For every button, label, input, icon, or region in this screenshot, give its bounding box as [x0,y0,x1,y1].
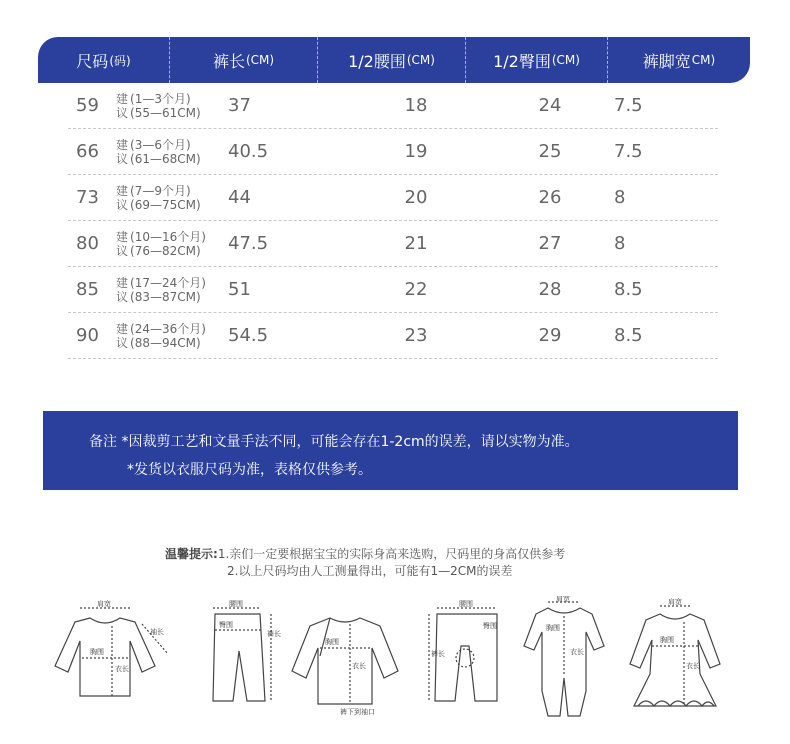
table-row [68,267,718,313]
garment-length-label: 衣长 [115,665,129,673]
height-range: (88—94CM) [130,335,201,350]
chest-label: 胸围 [90,648,104,656]
leg-opening-value: 8 [614,187,626,208]
length-value: 47.5 [228,233,269,254]
leg-opening-value: 8.5 [614,279,643,300]
shoulder-label: 肩宽 [97,600,111,608]
age-range: (10—16个月) [130,229,206,244]
tips-label: 温馨提示: [165,547,218,561]
height-range: (55—61CM) [130,105,201,120]
age-range: (3—6个月) [130,137,191,152]
length-value: 54.5 [228,325,269,346]
height-range: (69—75CM) [130,197,201,212]
length-value: 40.5 [228,141,269,162]
measurement-diagrams [50,596,750,726]
hip-label: 臀围 [219,621,233,629]
header-hip: 1/2臀围 (CM) [466,37,608,83]
size-table [38,37,750,359]
leg-opening-value: 7.5 [614,141,643,162]
table-row [68,313,718,359]
age-range: (7—9个月) [130,183,191,198]
age-range: (17—24个月) [130,275,206,290]
shorts-length-label: 裤长 [431,650,445,658]
waist-value: 20 [404,187,428,208]
header-waist: 1/2腰围 (CM) [318,37,466,83]
dress-shoulder-label: 肩宽 [668,598,682,606]
age-range: (1—3个月) [130,91,191,106]
height-range: (76—82CM) [130,243,201,258]
suggested-range: 建 议 (1—3个月) (55—61CM) [116,91,201,120]
dress-chest-label: 胸围 [660,636,674,644]
remark-line-2: *发货以衣服尺码为准，表格仅供参考。 [127,462,372,478]
size-value: 80 [76,233,99,254]
size-value: 66 [76,141,99,162]
top-diagram-icon [50,596,180,726]
pants-diagram-icon [205,596,285,726]
suggested-range: 建 议 (3—6个月) (61—68CM) [116,137,201,166]
suggested-range: 建 议 (10—16个月) (76—82CM) [116,229,206,258]
table-row [68,175,718,221]
waist-label: 腰围 [229,600,243,608]
romper-chest-label: 胸围 [546,624,560,632]
table-header [38,37,750,83]
shorts-diagram-icon [425,596,515,726]
sleeve-label: 袖长 [150,628,164,636]
shorts-hip-label: 臀围 [483,622,497,630]
dress-length-label: 衣长 [686,662,700,670]
hip-value: 25 [538,141,562,162]
waist-value: 18 [404,95,428,116]
header-size: 尺码 (码) [38,37,170,83]
tips-line-1: 1.亲们一定要根据宝宝的实际身高来选购，尺码里的身高仅供参考 [217,547,566,561]
length-value: 44 [228,187,251,208]
height-range: (83—87CM) [130,289,201,304]
hip-value: 29 [538,325,562,346]
leg-opening-value: 8.5 [614,325,643,346]
size-value: 73 [76,187,99,208]
romper-length-label: 衣长 [570,648,584,656]
header-leg-opening: 裤脚宽 CM) [642,51,716,71]
hip-value: 24 [538,95,562,116]
table-row [68,221,718,267]
size-value: 85 [76,279,99,300]
size-value: 90 [76,325,99,346]
raglan-chest-label: 胸围 [325,638,339,646]
cuff-label: 裤下到袖口 [340,708,375,716]
suggested-range: 建 议 (24—36个月) (88—94CM) [116,321,206,350]
leg-opening-value: 7.5 [614,95,643,116]
waist-value: 19 [404,141,428,162]
suggested-range: 建 议 (7—9个月) (69—75CM) [116,183,201,212]
height-range: (61—68CM) [130,151,201,166]
waist-value: 23 [404,325,428,346]
shorts-waist-label: 腰围 [459,600,473,608]
romper-shoulder-label: 肩宽 [556,596,570,603]
hip-value: 28 [538,279,562,300]
pants-length-label: 裤长 [267,630,281,638]
hip-value: 27 [538,233,562,254]
waist-value: 21 [404,233,428,254]
size-value: 59 [76,95,99,116]
hip-value: 26 [538,187,562,208]
raglan-length-label: 衣长 [352,662,366,670]
age-range: (24—36个月) [130,321,206,336]
suggested-range: 建 议 (17—24个月) (83—87CM) [116,275,206,304]
table-body [68,83,718,359]
raglan-top-diagram-icon [290,596,405,726]
table-row [68,129,718,175]
remark-line-1: 备注 *因裁剪工艺和文量手法不同，可能会存在1-2cm的误差，请以实物为准。 [89,434,579,450]
tips-block [165,546,565,580]
table-row [68,83,718,129]
length-value: 51 [228,279,251,300]
romper-diagram-icon [520,596,610,726]
waist-value: 22 [404,279,428,300]
tips-line-2: 2.以上尺码均由人工测量得出，可能有1—2CM的误差 [227,564,513,578]
remark-banner [43,411,738,490]
length-value: 37 [228,95,251,116]
leg-opening-value: 8 [614,233,626,254]
dress-diagram-icon [620,596,730,726]
header-length: 裤长 (CM) [170,37,318,83]
